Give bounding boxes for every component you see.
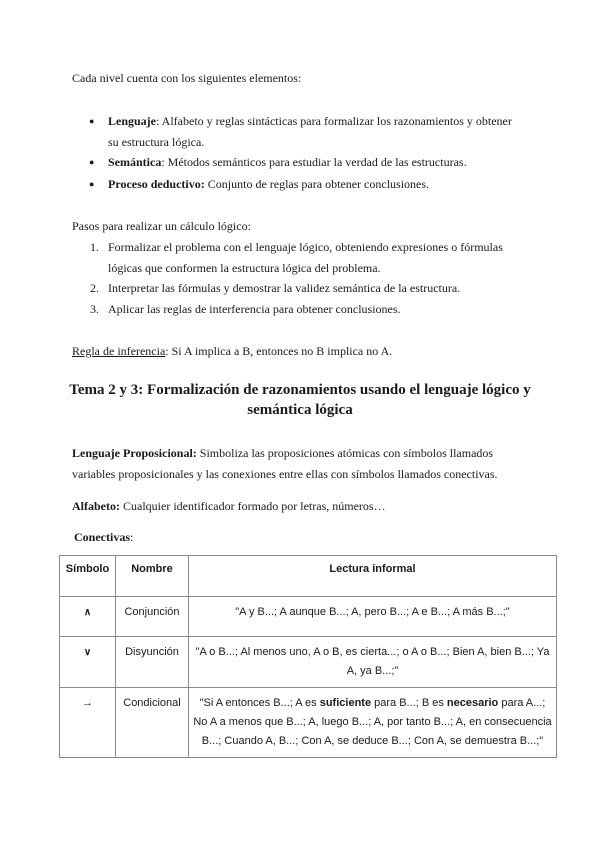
table-cell: Condicional xyxy=(116,688,189,758)
bullet-icon: ● xyxy=(89,179,95,189)
table-cell: Disyunción xyxy=(116,637,189,688)
section-title: Tema 2 y 3: Formalización de razonamientos usando el lenguaje lógico y semántica lógica xyxy=(69,382,531,418)
list-item-continuation: su estructura lógica. xyxy=(108,135,205,149)
column-header: Símbolo xyxy=(60,556,116,597)
conectivas-heading: Conectivas: xyxy=(74,530,134,544)
table-cell: "Si A entonces B...; A es suficiente para B...; B es necesario para A...; No A a menos que B...; A, luego B...; A, por tanto B...; A, en consecuencia B...; Cuando A, B...; Con A, se deduce B...; Con A, se demuestra B...;" xyxy=(189,688,557,758)
symbol-or: ∨ xyxy=(60,637,116,688)
step-text: Aplicar las reglas de interferencia para obtener conclusiones. xyxy=(108,302,401,316)
table-header-row xyxy=(60,556,557,597)
step-text: Interpretar las fórmulas y demostrar la validez semántica de la estructura. xyxy=(108,281,461,295)
table-row xyxy=(60,688,557,758)
table-cell: "A o B...; Al menos uno, A o B, es cierta...; o A o B...; Bien A, bien B...; Ya A, ya B...;" xyxy=(189,637,557,688)
column-header: Lectura informal xyxy=(189,556,557,597)
step-number: 3. xyxy=(90,302,99,316)
proposicional-definition: Lenguaje Proposicional: Simboliza las proposiciones atómicas con símbolos llamados xyxy=(72,446,494,460)
steps-intro: Pasos para realizar un cálculo lógico: xyxy=(72,219,251,233)
alfabeto-definition: Alfabeto: Cualquier identificador formado por letras, números… xyxy=(72,499,386,513)
proposicional-definition-continuation: variables proposicionales y las conexiones entre ellas con símbolos llamados conectivas. xyxy=(72,467,498,481)
step-text: Formalizar el problema con el lenguaje lógico, obteniendo expresiones o fórmulas xyxy=(108,240,503,254)
connectives-table xyxy=(59,555,557,758)
table-row xyxy=(60,597,557,637)
list-item: Proceso deductivo: Conjunto de reglas para obtener conclusiones. xyxy=(108,177,430,191)
symbol-and: ∧ xyxy=(60,597,116,637)
column-header: Nombre xyxy=(116,556,189,597)
bullet-icon: ● xyxy=(89,157,95,167)
list-item: Semántica: Métodos semánticos para estudiar la verdad de las estructuras. xyxy=(108,155,467,169)
intro-text: Cada nivel cuenta con los siguientes elementos: xyxy=(72,71,302,85)
step-number: 2. xyxy=(90,281,99,295)
table-row xyxy=(60,637,557,688)
step-number: 1. xyxy=(90,240,99,254)
list-item: Lenguaje: Alfabeto y reglas sintácticas para formalizar los razonamientos y obtener xyxy=(108,114,512,128)
bullet-icon: ● xyxy=(89,116,95,126)
symbol-implies: → xyxy=(60,688,116,758)
inference-rule: Regla de inferencia: Si A implica a B, entonces no B implica no A. xyxy=(72,344,393,358)
step-text-continuation: lógicas que conformen la estructura lógica del problema. xyxy=(108,261,381,275)
table-cell: Conjunción xyxy=(116,597,189,637)
table-cell: "A y B...; A aunque B...; A, pero B...; A e B...; A más B...;" xyxy=(189,597,557,637)
